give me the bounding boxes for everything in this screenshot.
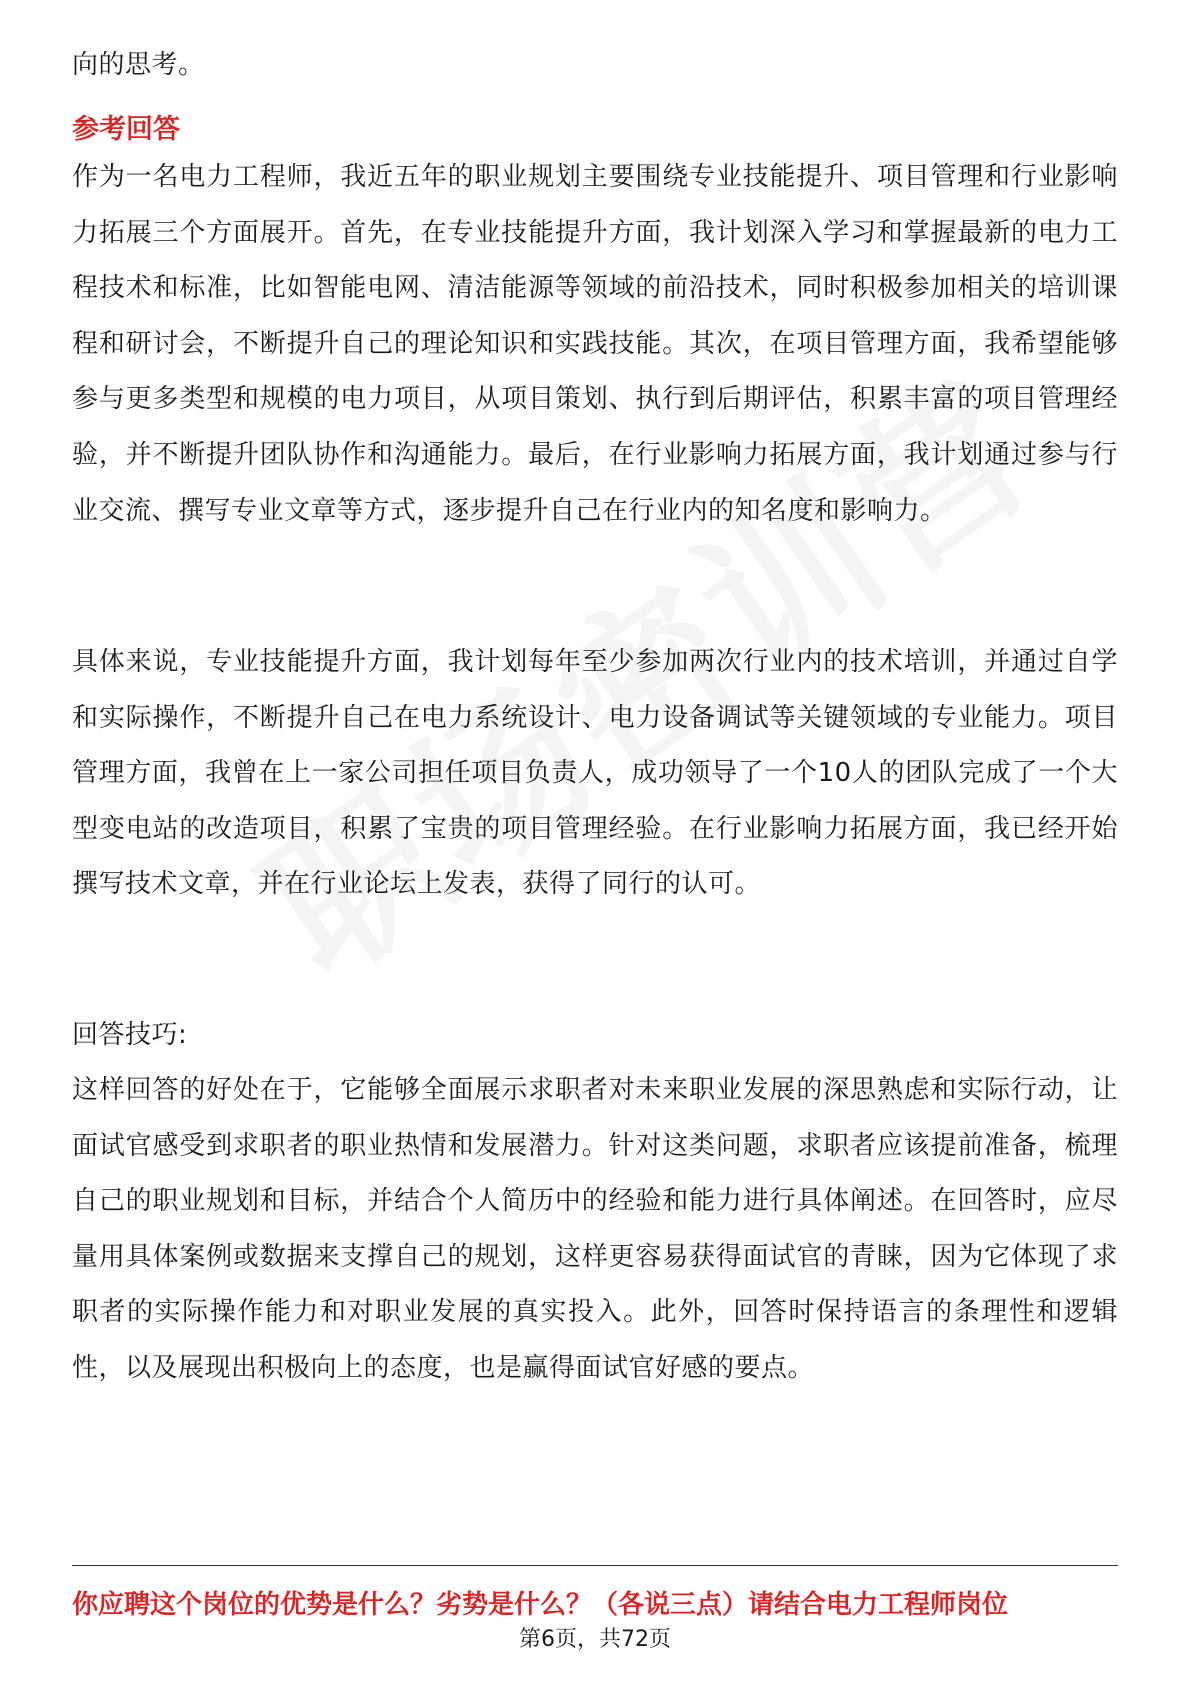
answer-heading: 参考回答 <box>72 114 180 145</box>
tips-paragraph: 这样回答的好处在于，它能够全面展示求职者对未来职业发展的深思熟虑和实际行动，让面试官感受到求职者的职业热情和发展潜力。针对这类问题，求职者应该提前准备，梳理自己的职业规划和目标，并结合个人简历中的经验和能力进行具体阐述。在回答时，应尽量用具体案例或数据来支撑自己的规划，这样更容易获得面试官的青睐，因为它体现了求职者的实际操作能力和对职业发展的真实投入。此外，回答时保持语言的条理性和逻辑性，以及展现出积极向上的态度，也是赢得面试官好感的要点。 <box>72 1075 1118 1383</box>
continuation-text: 向的思考。 <box>72 50 205 80</box>
page-number: 第6页，共72页 <box>519 1627 671 1652</box>
section-divider <box>72 1565 1118 1566</box>
answer-paragraph-1: 作为一名电力工程师，我近五年的职业规划主要围绕专业技能提升、项目管理和行业影响力拓展三个方面展开。首先，在专业技能提升方面，我计划深入学习和掌握最新的电力工程技术和标准，比如智能电网、清洁能源等领域的前沿技术，同时积极参加相关的培训课程和研讨会，不断提升自己的理论知识和实践技能。其次，在项目管理方面，我希望能够参与更多类型和规模的电力项目，从项目策划、执行到后期评估，积累丰富的项目管理经验，并不断提升团队协作和沟通能力。最后，在行业影响力拓展方面，我计划通过参与行业交流、撰写专业文章等方式，逐步提升自己在行业内的知名度和影响力。 <box>72 162 1118 526</box>
tips-heading: 回答技巧: <box>72 1020 188 1050</box>
next-question-heading: 你应聘这个岗位的优势是什么？劣势是什么？（各说三点）请结合电力工程师岗位 <box>72 1590 1009 1620</box>
answer-paragraph-2: 具体来说，专业技能提升方面，我计划每年至少参加两次行业内的技术培训，并通过自学和实际操作，不断提升自己在电力系统设计、电力设备调试等关键领域的专业能力。项目管理方面，我曾在上一家公司担任项目负责人，成功领导了一个10人的团队完成了一个大型变电站的改造项目，积累了宝贵的项目管理经验。在行业影响力拓展方面，我已经开始撰写技术文章，并在行业论坛上发表，获得了同行的认可。 <box>72 647 1118 900</box>
